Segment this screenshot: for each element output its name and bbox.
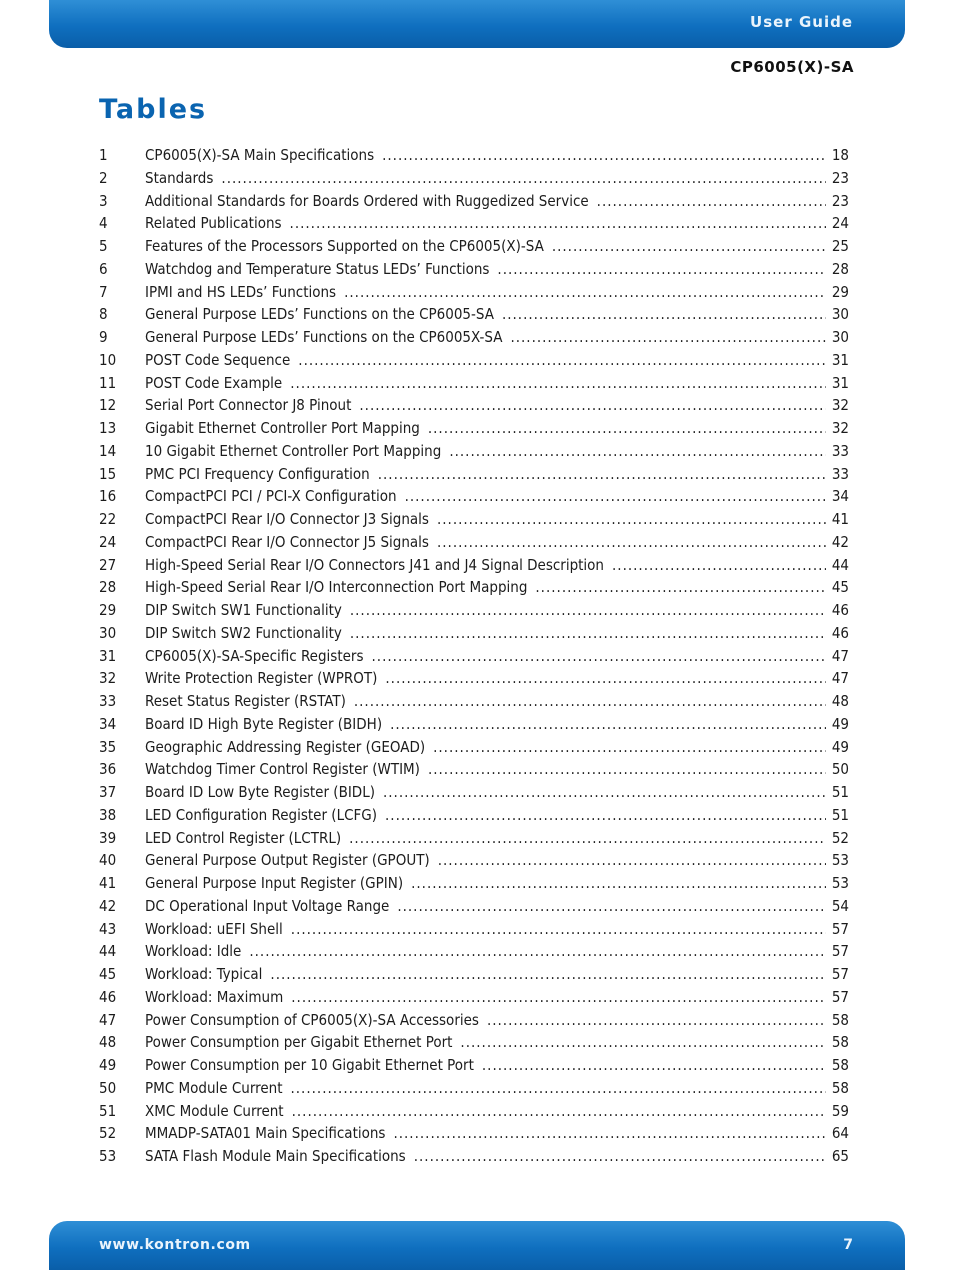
toc-entry-number: 38 xyxy=(99,805,117,824)
toc-entry-title: Board ID Low Byte Register (BIDL) xyxy=(145,783,375,801)
toc-entry[interactable] xyxy=(99,351,849,374)
toc-entry-page: 33 xyxy=(831,464,849,483)
toc-entry-number: 33 xyxy=(99,692,117,710)
toc-dot-leader xyxy=(249,942,825,960)
toc-entry-page: 18 xyxy=(831,146,849,164)
toc-entry[interactable] xyxy=(99,146,849,169)
toc-entry[interactable] xyxy=(99,851,849,874)
toc-entry-page: 46 xyxy=(831,623,849,642)
toc-dot-leader xyxy=(291,920,826,938)
list-of-tables xyxy=(99,146,849,1170)
toc-entry-page: 57 xyxy=(831,942,849,961)
toc-entry-title: General Purpose Output Register (GPOUT) xyxy=(145,851,430,870)
toc-entry[interactable] xyxy=(99,396,849,419)
toc-dot-leader xyxy=(349,829,826,847)
toc-entry-number: 39 xyxy=(99,828,117,847)
toc-entry[interactable] xyxy=(99,920,849,943)
toc-entry-title: Workload: Typical xyxy=(145,965,263,983)
toc-dot-leader xyxy=(449,442,826,460)
toc-entry[interactable] xyxy=(99,692,849,715)
toc-entry-page: 59 xyxy=(831,1101,849,1120)
toc-entry[interactable] xyxy=(99,237,849,260)
toc-entry[interactable] xyxy=(99,965,849,988)
toc-dot-leader xyxy=(428,419,826,437)
toc-entry-page: 58 xyxy=(831,1033,849,1052)
toc-entry[interactable] xyxy=(99,192,849,215)
toc-dot-leader xyxy=(502,305,826,323)
toc-entry[interactable] xyxy=(99,533,849,556)
toc-entry-title: Gigabit Ethernet Controller Port Mapping xyxy=(145,419,420,437)
footer-page-number: 7 xyxy=(843,1237,853,1253)
toc-entry-page: 53 xyxy=(831,874,849,892)
toc-entry-number: 31 xyxy=(99,646,117,665)
toc-entry-title: General Purpose LEDs’ Functions on the CP6005X-SA xyxy=(145,328,503,346)
toc-entry-page: 34 xyxy=(831,487,849,506)
toc-entry[interactable] xyxy=(99,1147,849,1170)
toc-entry-number: 44 xyxy=(99,942,117,961)
toc-entry-number: 48 xyxy=(99,1033,117,1052)
toc-dot-leader xyxy=(385,669,825,687)
toc-entry-number: 6 xyxy=(99,259,108,278)
toc-entry-page: 30 xyxy=(831,305,849,324)
toc-entry-page: 51 xyxy=(831,805,849,824)
header-banner xyxy=(49,0,905,48)
toc-entry-number: 52 xyxy=(99,1124,117,1143)
toc-entry-number: 30 xyxy=(99,623,117,642)
toc-entry-page: 58 xyxy=(831,1010,849,1029)
toc-entry-page: 33 xyxy=(831,441,849,460)
toc-dot-leader xyxy=(612,556,826,574)
toc-dot-leader xyxy=(497,260,825,278)
footer-website-link[interactable]: www.kontron.com xyxy=(99,1237,251,1253)
toc-dot-leader xyxy=(382,146,826,164)
toc-entry-number: 46 xyxy=(99,987,117,1006)
toc-entry[interactable] xyxy=(99,305,849,328)
toc-entry-number: 13 xyxy=(99,419,117,437)
toc-entry[interactable] xyxy=(99,1079,849,1102)
toc-entry[interactable] xyxy=(99,260,849,283)
toc-entry-title: Board ID High Byte Register (BIDH) xyxy=(145,714,383,733)
toc-entry[interactable] xyxy=(99,578,849,601)
toc-dot-leader xyxy=(428,760,826,778)
toc-entry-page: 64 xyxy=(831,1124,849,1143)
toc-entry-page: 57 xyxy=(831,987,849,1006)
toc-entry-title: Power Consumption per 10 Gigabit Ethernet Port xyxy=(145,1056,474,1074)
toc-entry[interactable] xyxy=(99,419,849,442)
toc-dot-leader xyxy=(487,1011,826,1029)
toc-entry-title: DIP Switch SW2 Functionality xyxy=(145,623,342,642)
toc-entry-title: IPMI and HS LEDs’ Functions xyxy=(145,282,337,301)
toc-entry-title: Additional Standards for Boards Ordered with Ruggedized Service xyxy=(145,191,589,210)
toc-entry-title: General Purpose Input Register (GPIN) xyxy=(145,874,404,892)
toc-entry[interactable] xyxy=(99,806,849,829)
toc-entry-title: Serial Port Connector J8 Pinout xyxy=(145,396,352,415)
product-name: CP6005(X)-SA xyxy=(730,58,854,76)
toc-entry-page: 52 xyxy=(831,828,849,847)
toc-entry[interactable] xyxy=(99,829,849,852)
toc-entry-number: 28 xyxy=(99,578,117,597)
toc-entry-title: Workload: uEFI Shell xyxy=(145,919,283,938)
toc-entry[interactable] xyxy=(99,328,849,351)
toc-entry-title: CompactPCI PCI / PCI-X Configuration xyxy=(145,487,397,506)
toc-entry-page: 47 xyxy=(831,669,849,688)
toc-entry-title: Standards xyxy=(145,168,214,187)
toc-entry-number: 34 xyxy=(99,714,117,733)
toc-entry-page: 47 xyxy=(831,646,849,665)
toc-dot-leader xyxy=(437,533,826,551)
toc-entry-number: 3 xyxy=(99,191,108,210)
toc-entry-title: Write Protection Register (WPROT) xyxy=(145,669,378,688)
toc-entry-title: CP6005(X)-SA Main Specifications xyxy=(145,146,375,164)
toc-entry[interactable] xyxy=(99,510,849,533)
toc-entry-title: CP6005(X)-SA-Specific Registers xyxy=(145,646,364,665)
toc-entry-page: 25 xyxy=(831,237,849,255)
toc-entry[interactable] xyxy=(99,283,849,306)
toc-entry-page: 31 xyxy=(831,350,849,369)
toc-entry-title: CompactPCI Rear I/O Connector J3 Signals xyxy=(145,510,429,528)
toc-entry-number: 5 xyxy=(99,237,108,255)
toc-entry[interactable] xyxy=(99,487,849,510)
toc-dot-leader xyxy=(414,1147,826,1165)
toc-entry[interactable] xyxy=(99,738,849,761)
toc-dot-leader xyxy=(433,738,826,756)
toc-entry-page: 24 xyxy=(831,214,849,233)
toc-dot-leader xyxy=(460,1033,825,1051)
toc-entry-title: LED Control Register (LCTRL) xyxy=(145,828,342,847)
toc-entry[interactable] xyxy=(99,556,849,579)
toc-entry[interactable] xyxy=(99,169,849,192)
toc-entry-page: 49 xyxy=(831,714,849,733)
toc-entry-number: 35 xyxy=(99,737,117,756)
toc-dot-leader xyxy=(221,169,825,187)
toc-entry[interactable] xyxy=(99,988,849,1011)
toc-dot-leader xyxy=(359,396,825,414)
toc-entry-number: 49 xyxy=(99,1056,117,1074)
toc-entry[interactable] xyxy=(99,1011,849,1034)
toc-entry-page: 31 xyxy=(831,373,849,392)
toc-entry-title: Workload: Maximum xyxy=(145,987,284,1006)
toc-dot-leader xyxy=(397,897,826,915)
toc-entry-page: 30 xyxy=(831,328,849,346)
toc-entry-title: XMC Module Current xyxy=(145,1101,284,1120)
toc-dot-leader xyxy=(535,578,825,596)
toc-entry[interactable] xyxy=(99,1056,849,1079)
toc-dot-leader xyxy=(378,465,826,483)
toc-dot-leader xyxy=(552,237,826,255)
toc-entry-number: 50 xyxy=(99,1078,117,1097)
toc-entry-page: 32 xyxy=(831,419,849,437)
toc-entry-number: 24 xyxy=(99,532,117,551)
toc-dot-leader xyxy=(405,487,826,505)
toc-entry-title: 10 Gigabit Ethernet Controller Port Mapping xyxy=(145,441,442,460)
toc-entry-page: 58 xyxy=(831,1078,849,1097)
toc-entry-number: 43 xyxy=(99,919,117,938)
toc-entry-number: 47 xyxy=(99,1010,117,1029)
toc-dot-leader xyxy=(354,692,826,710)
toc-entry-title: Workload: Idle xyxy=(145,942,242,961)
toc-entry-page: 23 xyxy=(831,191,849,210)
toc-entry-number: 53 xyxy=(99,1147,117,1165)
toc-dot-leader xyxy=(482,1056,826,1074)
toc-entry-title: Reset Status Register (RSTAT) xyxy=(145,692,346,710)
toc-entry-page: 48 xyxy=(831,692,849,710)
toc-entry-number: 40 xyxy=(99,851,117,870)
toc-dot-leader xyxy=(290,374,826,392)
section-title: Tables xyxy=(99,94,208,125)
toc-entry-title: High-Speed Serial Rear I/O Interconnection Port Mapping xyxy=(145,578,528,597)
toc-entry[interactable] xyxy=(99,647,849,670)
toc-entry[interactable] xyxy=(99,897,849,920)
toc-entry-page: 44 xyxy=(831,555,849,574)
toc-entry-number: 27 xyxy=(99,555,117,574)
toc-dot-leader xyxy=(350,601,826,619)
toc-entry[interactable] xyxy=(99,1033,849,1056)
toc-entry-number: 11 xyxy=(99,373,117,392)
toc-entry-number: 51 xyxy=(99,1101,117,1120)
toc-entry-page: 50 xyxy=(831,760,849,779)
toc-entry[interactable] xyxy=(99,783,849,806)
toc-entry-title: Power Consumption of CP6005(X)-SA Accessories xyxy=(145,1010,479,1029)
toc-entry-title: Power Consumption per Gigabit Ethernet Port xyxy=(145,1033,453,1052)
toc-entry-number: 2 xyxy=(99,168,108,187)
toc-dot-leader xyxy=(344,283,826,301)
toc-entry-title: Features of the Processors Supported on the CP6005(X)-SA xyxy=(145,237,544,255)
toc-entry-title: PMC Module Current xyxy=(145,1078,283,1097)
toc-entry-page: 57 xyxy=(831,965,849,983)
footer-banner xyxy=(49,1221,905,1270)
toc-entry-title: General Purpose LEDs’ Functions on the CP6005-SA xyxy=(145,305,494,324)
toc-dot-leader xyxy=(292,1102,826,1120)
toc-entry-number: 41 xyxy=(99,874,117,892)
toc-entry-number: 10 xyxy=(99,350,117,369)
toc-entry-number: 8 xyxy=(99,305,108,324)
toc-entry-number: 29 xyxy=(99,601,117,619)
toc-entry-number: 16 xyxy=(99,487,117,506)
toc-entry-number: 9 xyxy=(99,328,108,346)
toc-entry-number: 42 xyxy=(99,896,117,915)
toc-dot-leader xyxy=(383,783,826,801)
toc-entry-title: POST Code Sequence xyxy=(145,350,291,369)
toc-entry[interactable] xyxy=(99,374,849,397)
toc-entry-title: MMADP-SATA01 Main Specifications xyxy=(145,1124,386,1143)
toc-entry-page: 51 xyxy=(831,783,849,801)
toc-entry-number: 32 xyxy=(99,669,117,688)
toc-dot-leader xyxy=(393,1124,825,1142)
toc-dot-leader xyxy=(290,214,826,232)
toc-entry[interactable] xyxy=(99,1102,849,1125)
toc-entry-page: 29 xyxy=(831,282,849,301)
toc-entry-page: 57 xyxy=(831,919,849,938)
toc-dot-leader xyxy=(291,988,826,1006)
toc-entry-page: 54 xyxy=(831,896,849,915)
toc-entry[interactable] xyxy=(99,715,849,738)
toc-entry-page: 23 xyxy=(831,168,849,187)
toc-entry-title: Geographic Addressing Register (GEOAD) xyxy=(145,737,426,756)
toc-dot-leader xyxy=(290,1079,825,1097)
document-type-label: User Guide xyxy=(750,13,853,31)
toc-entry-title: SATA Flash Module Main Specifications xyxy=(145,1147,406,1165)
toc-entry[interactable] xyxy=(99,942,849,965)
toc-dot-leader xyxy=(390,715,826,733)
toc-entry-number: 15 xyxy=(99,464,117,483)
toc-entry-number: 4 xyxy=(99,214,108,233)
toc-entry-number: 45 xyxy=(99,965,117,983)
toc-entry[interactable] xyxy=(99,214,849,237)
toc-entry-title: LED Configuration Register (LCFG) xyxy=(145,805,378,824)
toc-dot-leader xyxy=(597,192,826,210)
toc-entry-title: High-Speed Serial Rear I/O Connectors J41 and J4 Signal Description xyxy=(145,555,604,574)
toc-entry-title: Watchdog Timer Control Register (WTIM) xyxy=(145,760,420,779)
toc-entry-page: 58 xyxy=(831,1056,849,1074)
toc-entry-title: PMC PCI Frequency Configuration xyxy=(145,464,370,483)
toc-entry-title: POST Code Example xyxy=(145,373,283,392)
toc-entry-page: 46 xyxy=(831,601,849,619)
toc-entry-title: DC Operational Input Voltage Range xyxy=(145,896,390,915)
toc-entry[interactable] xyxy=(99,465,849,488)
toc-entry[interactable] xyxy=(99,601,849,624)
toc-entry-page: 41 xyxy=(831,510,849,528)
toc-entry[interactable] xyxy=(99,874,849,897)
toc-entry-number: 1 xyxy=(99,146,108,164)
toc-dot-leader xyxy=(437,510,826,528)
toc-dot-leader xyxy=(438,851,826,869)
toc-entry-page: 45 xyxy=(831,578,849,597)
toc-entry-page: 53 xyxy=(831,851,849,870)
toc-entry-page: 28 xyxy=(831,259,849,278)
toc-dot-leader xyxy=(270,965,825,983)
toc-entry-number: 12 xyxy=(99,396,117,415)
toc-dot-leader xyxy=(510,328,825,346)
toc-dot-leader xyxy=(350,624,826,642)
toc-dot-leader xyxy=(385,806,826,824)
toc-entry-number: 37 xyxy=(99,783,117,801)
toc-entry[interactable] xyxy=(99,442,849,465)
toc-entry-title: Related Publications xyxy=(145,214,282,233)
toc-entry-number: 14 xyxy=(99,441,117,460)
toc-entry[interactable] xyxy=(99,1124,849,1147)
toc-entry-page: 49 xyxy=(831,737,849,756)
toc-entry[interactable] xyxy=(99,669,849,692)
toc-entry-number: 36 xyxy=(99,760,117,779)
toc-entry-number: 22 xyxy=(99,510,117,528)
toc-dot-leader xyxy=(372,647,826,665)
toc-entry-page: 65 xyxy=(831,1147,849,1165)
toc-entry[interactable] xyxy=(99,624,849,647)
toc-entry-title: DIP Switch SW1 Functionality xyxy=(145,601,342,619)
toc-dot-leader xyxy=(411,874,826,892)
toc-dot-leader xyxy=(298,351,826,369)
toc-entry[interactable] xyxy=(99,760,849,783)
toc-entry-page: 32 xyxy=(831,396,849,415)
toc-entry-page: 42 xyxy=(831,532,849,551)
toc-entry-title: CompactPCI Rear I/O Connector J5 Signals xyxy=(145,532,429,551)
toc-entry-number: 7 xyxy=(99,282,108,301)
toc-entry-title: Watchdog and Temperature Status LEDs’ Functions xyxy=(145,259,490,278)
